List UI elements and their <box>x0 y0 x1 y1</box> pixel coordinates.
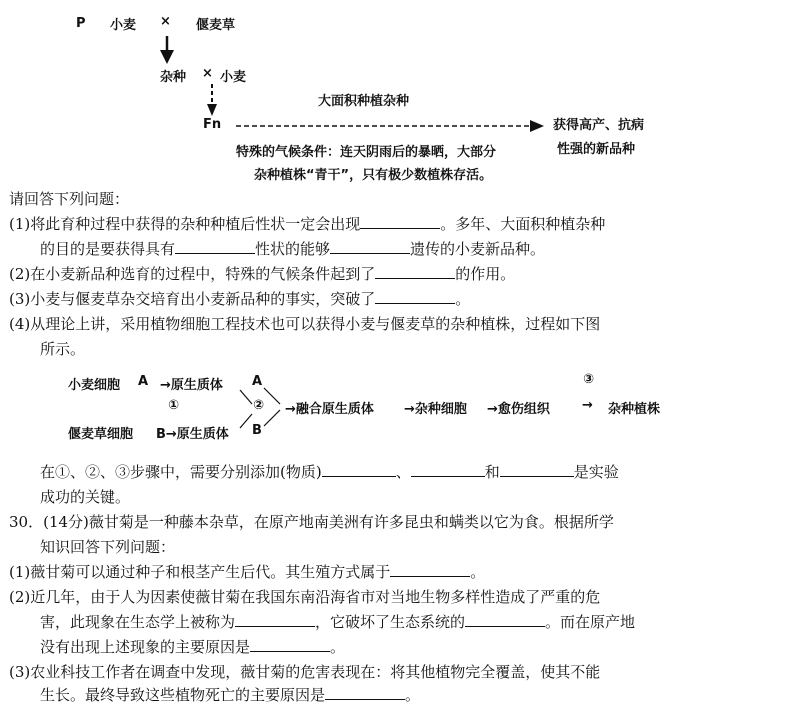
label-a-1: A <box>138 374 149 389</box>
condition-line-1: 特殊的气候条件：连天阴雨后的暴晒，大部分 <box>236 145 497 160</box>
hybrid-cell-label: →杂种细胞 <box>404 402 467 417</box>
wheat-cell-label: 小麦细胞 <box>68 378 121 393</box>
result-line-2: 性强的新品种 <box>557 142 636 157</box>
q4-tail-b: 是实验 <box>573 463 619 481</box>
question-4-line-3 <box>40 461 619 482</box>
answer-blank[interactable] <box>500 462 574 477</box>
label-b-2: B <box>252 423 262 438</box>
question-4-line-4: 成功的关键。 <box>40 488 131 506</box>
cross-symbol-2: × <box>202 66 213 81</box>
q4-sep-2: 和 <box>484 463 500 481</box>
question-30-2-line-2 <box>40 611 635 632</box>
answer-blank[interactable] <box>411 462 485 477</box>
q30-2-text-f: 。 <box>330 638 346 656</box>
q30-3-text-c: 。 <box>405 686 421 704</box>
intro-text: 请回答下列问题： <box>9 190 130 208</box>
protoplast-b-label: B→原生质体 <box>156 427 229 442</box>
hybrid-plant-label: 杂种植株 <box>608 402 661 417</box>
q1-text-c: 的目的是要获得具有 <box>40 240 176 258</box>
q30-3-text-b: 生长。最终导致这些植物死亡的主要原因是 <box>40 686 326 704</box>
question-30-2-line-1: (2)近几年，由于人为因素使薇甘菊在我国东南沿海省市对当地生物多样性造成了严重的危 <box>9 588 601 606</box>
cross-symbol: × <box>160 14 171 29</box>
answer-blank[interactable] <box>250 637 330 652</box>
q30-2-text-c: ，它破坏了生态系统的 <box>315 613 466 631</box>
step-1-marker: ① <box>168 398 180 413</box>
callus-label: →愈伤组织 <box>487 402 550 417</box>
condition-line-2: 杂种植株“青干”，只有极少数植株存活。 <box>254 168 493 183</box>
hybrid-label: 杂种 <box>160 70 187 85</box>
q4-sep-1: 、 <box>395 463 411 481</box>
question-4-line-2: 所示。 <box>40 340 86 358</box>
p-label: P <box>76 16 86 31</box>
label-a-2: A <box>252 374 263 389</box>
question-30-header-2: 知识回答下列问题： <box>40 538 176 556</box>
step-3-marker: ③ <box>583 372 595 387</box>
wheat-label-2: 小麦 <box>220 70 247 85</box>
q30-2-text-d: 。而在原产地 <box>545 613 636 631</box>
result-line-1: 获得高产、抗病 <box>553 118 645 133</box>
fused-protoplast-label: →融合原生质体 <box>285 402 374 417</box>
question-30-1 <box>9 561 485 582</box>
arrow-glyph: → <box>582 398 593 413</box>
q30-1-text-b: 。 <box>470 563 486 581</box>
question-4-line-1: (4)从理论上讲，采用植物细胞工程技术也可以获得小麦与偃麦草的杂种植株，过程如下图 <box>9 315 601 333</box>
wheat-label: 小麦 <box>110 18 137 33</box>
answer-blank[interactable] <box>235 612 315 627</box>
grass-label: 偃麦草 <box>196 18 236 33</box>
q30-2-text-e: 没有出现上述现象的主要原因是 <box>40 638 251 656</box>
q1-text-d: 性状的能够 <box>255 240 331 258</box>
answer-blank[interactable] <box>325 685 405 700</box>
q30-2-text-b: 害，此现象在生态学上被称为 <box>40 613 236 631</box>
fn-label: Fn <box>203 117 222 132</box>
planting-label: 大面积种植杂种 <box>318 94 410 109</box>
q1-text-a: (1)将此育种过程中获得的杂种种植后性状一定会出现 <box>9 215 361 233</box>
grass-cell-label: 偃麦草细胞 <box>68 427 134 442</box>
answer-blank[interactable] <box>322 462 396 477</box>
q2-text-a: (2)在小麦新品种选育的过程中，特殊的气候条件起到了 <box>9 265 376 283</box>
q2-text-b: 的作用。 <box>455 265 516 283</box>
answer-blank[interactable] <box>465 612 545 627</box>
question-30-3-line-1: (3)农业科技工作者在调查中发现，薇甘菊的危害表现在：将其他植物完全覆盖，使其不能 <box>9 663 601 681</box>
question-30-2-line-3 <box>40 636 345 657</box>
question-30-header: 30．(14分)薇甘菊是一种藤本杂草，在原产地南美洲有许多昆虫和螨类以它为食。根据所学 <box>9 513 614 531</box>
q30-1-text-a: (1)薇甘菊可以通过种子和根茎产生后代。其生殖方式属于 <box>9 563 391 581</box>
question-30-3-line-2 <box>40 684 420 705</box>
protoplast-a-label: →原生质体 <box>160 378 223 393</box>
q1-text-e: 遗传的小麦新品种。 <box>410 240 546 258</box>
q1-text-b: 。多年、大面积种植杂种 <box>440 215 606 233</box>
q4-tail-a: 在①、②、③步骤中，需要分别添加(物质) <box>40 463 322 481</box>
q3-text-b: 。 <box>455 290 471 308</box>
q3-text-a: (3)小麦与偃麦草杂交培育出小麦新品种的事实，突破了 <box>9 290 376 308</box>
step-2-marker: ② <box>253 398 265 413</box>
answer-blank[interactable] <box>390 562 470 577</box>
